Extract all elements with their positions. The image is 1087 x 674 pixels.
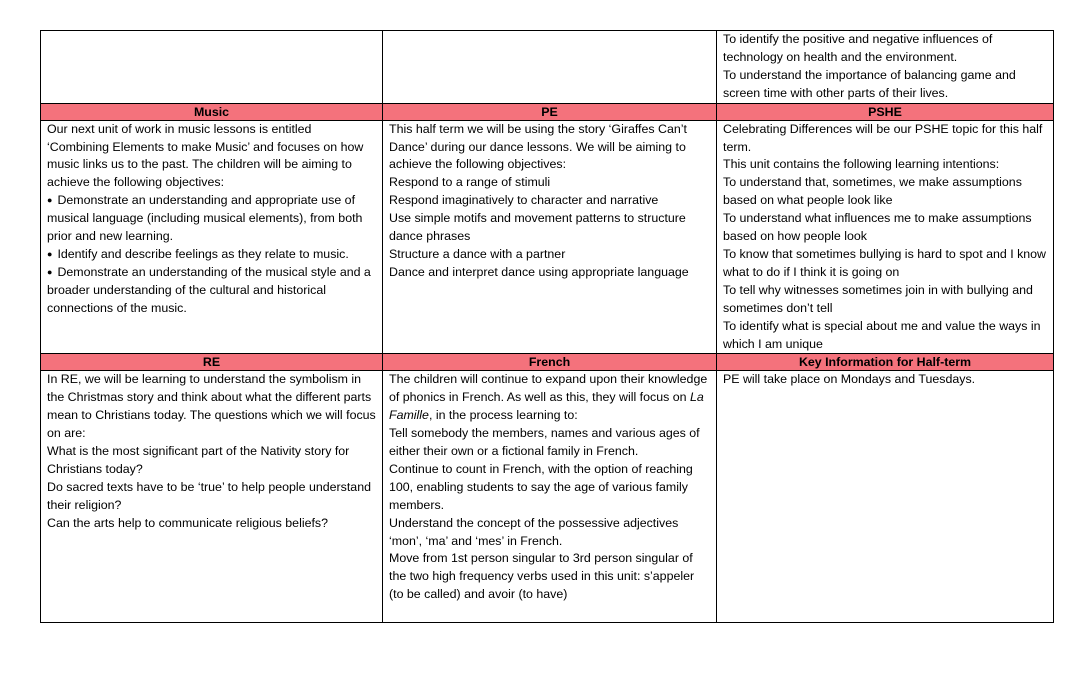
music-intro: Our next unit of work in music lessons is entitled ‘Combining Elements to make Music’ and focuses on how music links us to the past. The children will be aiming to achieve the following objectives: xyxy=(47,121,364,190)
music-objective: ● Demonstrate an understanding and appropriate use of musical language (including musical elements), from both prior and new learning. xyxy=(47,192,376,246)
french-heading: French xyxy=(383,354,717,371)
music-objective: ● Demonstrate an understanding of the musical style and a broader understanding of the cultural and historical connections of the music. xyxy=(47,264,376,318)
pe-objective: Respond to a range of stimuli xyxy=(389,175,551,190)
content-row-2 xyxy=(41,371,1054,623)
music-content xyxy=(41,120,383,354)
pe-objective: Use simple motifs and movement patterns to structure dance phrases xyxy=(389,211,686,244)
pe-objective: Respond imaginatively to character and narrative xyxy=(389,193,659,208)
pe-objective: Structure a dance with a partner xyxy=(389,246,566,261)
french-topic-title: La Famille xyxy=(389,390,704,423)
pshe-content xyxy=(717,120,1054,354)
content-row-1 xyxy=(41,120,1054,354)
pshe-intention: To tell why witnesses sometimes join in with bullying and sometimes don’t tell xyxy=(723,282,1033,315)
header-row-2 xyxy=(41,354,1054,371)
french-intro xyxy=(389,371,710,425)
music-heading: Music xyxy=(41,103,383,120)
pshe-heading: PSHE xyxy=(717,103,1054,120)
french-objective: Continue to count in French, with the option of reaching 100, enabling students to say the age of various family members. xyxy=(389,461,693,512)
header-row-1 xyxy=(41,103,1054,120)
french-objective: Tell somebody the members, names and various ages of either their own or a fictional family in French. xyxy=(389,426,700,459)
pe-heading: PE xyxy=(383,103,717,120)
key-info-content xyxy=(717,371,1054,623)
pshe-intro: Celebrating Differences will be our PSHE topic for this half term. xyxy=(723,121,1043,154)
music-objective: ● Identify and describe feelings as they relate to music. xyxy=(47,246,376,264)
re-heading: RE xyxy=(41,354,383,371)
pshe-intention: To understand what influences me to make assumptions based on how people look xyxy=(723,211,1032,244)
pshe-intention: To identify what is special about me and value the ways in which I am unique xyxy=(723,318,1041,351)
top-cell-empty-1 xyxy=(41,31,383,104)
curriculum-table xyxy=(40,30,1054,623)
key-info-text: PE will take place on Mondays and Tuesdays. xyxy=(723,372,976,387)
re-question: Can the arts help to communicate religious beliefs? xyxy=(47,515,329,530)
pe-objective: Dance and interpret dance using appropriate language xyxy=(389,264,689,279)
top-row xyxy=(41,31,1054,104)
pshe-intro: This unit contains the following learning intentions: xyxy=(723,157,1000,172)
top-cell-pshe-continued xyxy=(717,31,1054,104)
french-objective: Move from 1st person singular to 3rd person singular of the two high frequency verbs used in this unit: s’appeler (to be called) and avoir (to have) xyxy=(389,551,695,602)
pshe-intention: To understand that, sometimes, we make assumptions based on what people look like xyxy=(723,175,1022,208)
french-objective: Understand the concept of the possessive adjectives ‘mon’, ‘ma’ and ‘mes’ in French. xyxy=(389,515,679,548)
list-item: To identify the positive and negative influences of technology on health and the environment. xyxy=(723,32,993,64)
pshe-intention: To know that sometimes bullying is hard to spot and I know what to do if I think it is going on xyxy=(723,246,1047,279)
pe-content xyxy=(383,120,717,354)
french-intro-text: The children will continue to expand upon their knowledge of phonics in French. As well as this, they will focus on xyxy=(389,372,708,405)
re-question: Do sacred texts have to be ‘true’ to help people understand their religion? xyxy=(47,479,371,512)
key-info-heading: Key Information for Half-term xyxy=(717,354,1054,371)
re-content xyxy=(41,371,383,623)
french-content xyxy=(383,371,717,623)
re-question: What is the most significant part of the Nativity story for Christians today? xyxy=(47,444,350,476)
pe-intro: This half term we will be using the story ‘Giraffes Can’t Dance’ during our dance lessons. We will be aiming to achieve the following objectives: xyxy=(389,121,687,172)
top-cell-empty-2 xyxy=(383,31,717,104)
re-intro: In RE, we will be learning to understand the symbolism in the Christmas story and think about what the different parts mean to Christians today. The questions which we will focus on are: xyxy=(47,372,376,441)
list-item: To understand the importance of balancing game and screen time with other parts of their lives. xyxy=(723,67,1016,100)
french-intro-tail: , in the process learning to: xyxy=(428,408,578,423)
